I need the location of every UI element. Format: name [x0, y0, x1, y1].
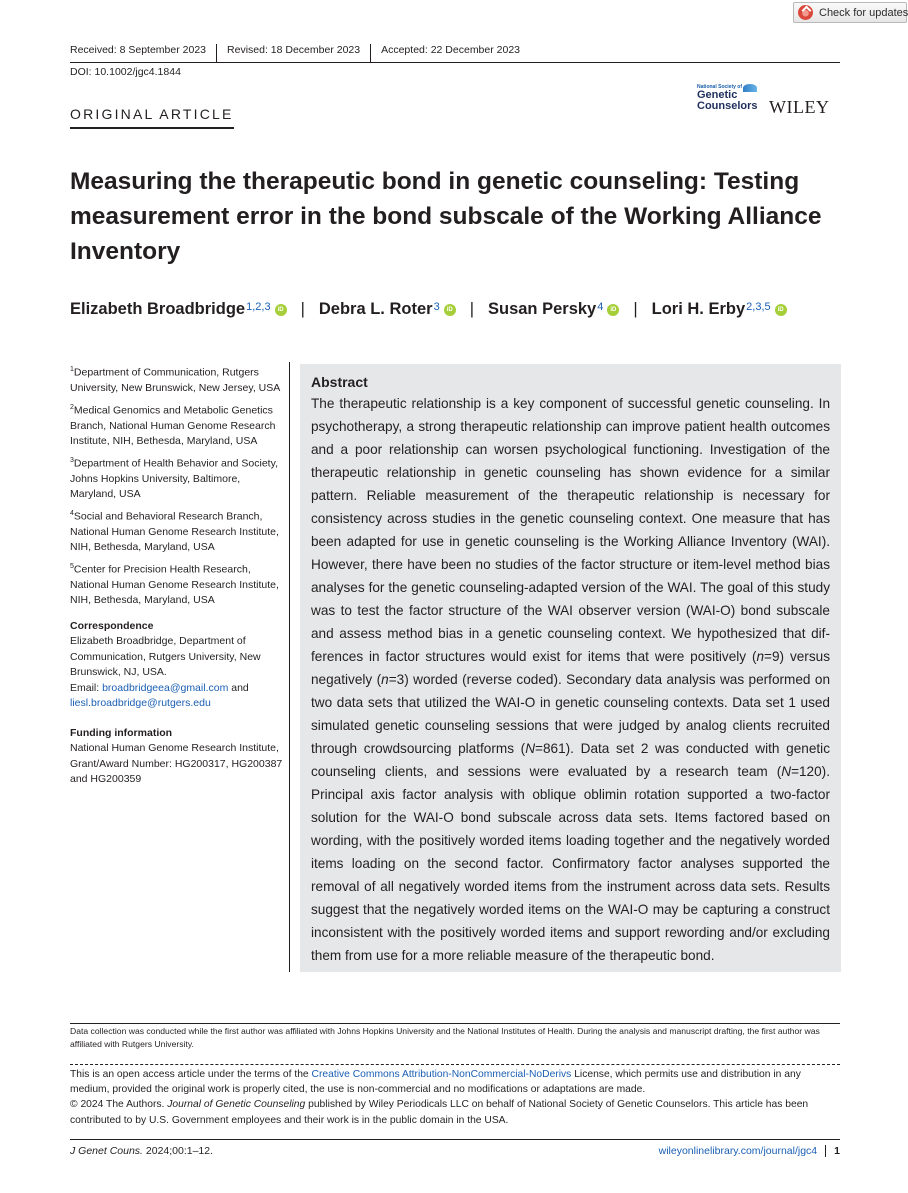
sidebar — [70, 362, 285, 788]
publisher-logo — [697, 84, 840, 118]
license-text: This is an open access article under the terms of the Creative Commons Attribution-NonCommercial-NoDerivs License, which permits use and distribution in any medium, provided the original work is properly cited, the use is non-commercial and no modifications or adaptations are made. © 2024 The Authors. Journal of Genetic Counseling published by Wiley Periodicals LLC on behalf of National Society of Genetic Counselors. This article has been contributed to by U.S. Government employees and their work is in the public domain in the USA. — [70, 1064, 840, 1128]
journal-url-link[interactable]: wileyonlinelibrary.com/journal/jgc4 — [658, 1145, 818, 1157]
affiliation: $^3$Department of Health Behavior and Society, Johns Hopkins University, Baltimore, Maryland, USA — [70, 456, 278, 500]
abstract-text: The therapeutic relationship is a key component of successful genetic counseling. In psychotherapy, a strong therapeutic relationship can improve patient health outcomes and a poor relationship can worsen psychological functioning. Investigation of the therapeutic relationship in genetic counseling has shown evidence for a similar pattern. Reliable measurement of the therapeutic relationship is necessary for consistency across studies in the genetic counseling context. One measure that has been adapted for use in genetic counseling is the Working Alliance Inventory (WAI). However, there have been no studies of the factor structure or item-level method bias analyses for the genetic counseling-adapted version of the WAI. The goal of this study was to test the factor structure of the WAI observer version (WAI-O) bond subscale and assess method bias in a genetic counseling context. We hypothesized that differences in factor structures would exist for items that were positively (n=9) versus negatively (n=3) worded (reverse coded). Secondary data analysis was performed on two data sets that utilized the WAI-O in genetic counseling contexts. Data set 1 used simulated genetic counseling sessions that were judged by analog clients recruited through crowdsourcing platforms (N=861). Data set 2 was conducted with genetic counseling clients, and sessions were evaluated by a research team (N=120). Principal axis factor analysis with oblique oblimin rotation supported a two-factor solution for the WAI-O bond subscale across data sets. Items factored based on wording, with the positively worded items loading together and the negatively worded items loading on the second factor. Confirmatory factor analyses supported the removal of all negatively worded items from the instrument across data sets. Results suggest that the negatively worded items on the WAI-O may be capturing a construct inconsistent with the positively worded items and support rewording and/or excluding them from use for a more reliable measure of the therapeutic bond. — [311, 396, 831, 963]
abstract-box — [300, 364, 841, 972]
abstract-heading: Abstract — [311, 374, 368, 390]
orcid-icon[interactable]: iD — [275, 304, 287, 316]
check-for-updates-button[interactable] — [793, 2, 907, 23]
author[interactable]: Debra L. Roter $^3$ iD — [319, 300, 456, 319]
author-list: Elizabeth Broadbridge $^{1,2,3}$ iD | Debra L. Roter $^3$ iD | Susan Persky $^4$ iD | Lori H. Erby $^{2,3,5}$ iD — [70, 300, 850, 319]
funding-heading: Funding information — [70, 726, 173, 739]
affiliation: $^4$Social and Behavioral Research Branch, National Human Genome Research Institute, NIH, Bethesda, Maryland, USA — [70, 509, 279, 553]
article-type: ORIGINAL ARTICLE — [70, 106, 234, 129]
orcid-icon[interactable]: iD — [775, 304, 787, 316]
column-divider — [289, 362, 290, 972]
doi: DOI: 10.1002/jgc4.1844 — [70, 66, 181, 78]
revised-date: Revised: 18 December 2023 — [216, 44, 370, 62]
correspondence-heading: Correspondence — [70, 619, 154, 632]
orcid-icon[interactable]: iD — [444, 304, 456, 316]
affiliation: $^5$Center for Precision Health Research, National Human Genome Research Institute, NIH, Bethesda, Maryland, USA — [70, 562, 279, 606]
orcid-icon[interactable]: iD — [607, 304, 619, 316]
header-rule — [70, 62, 840, 63]
footnote: Data collection was conducted while the first author was affiliated with Johns Hopkins University and the National Institutes of Health. During the analysis and manuscript drafting, the first author was affiliated with Rutgers University. — [70, 1023, 840, 1050]
page-footer — [70, 1139, 840, 1157]
page-number: 1 — [825, 1145, 840, 1157]
ngc-logo: National Society of Genetic Counselors — [697, 84, 758, 112]
license-link[interactable]: Creative Commons Attribution-NonCommercial-NoDerivs — [311, 1069, 572, 1080]
accepted-date: Accepted: 22 December 2023 — [370, 44, 530, 62]
email-link[interactable]: liesl.broadbridge@rutgers.edu — [70, 697, 211, 709]
history-dates — [70, 44, 530, 62]
correspondence-text: Elizabeth Broadbridge, Department of Communication, Rutgers University, New Brunswick, NJ, USA. Email: broadbridgeea@gmail.com and liesl.broadbridge@rutgers.edu — [70, 635, 261, 709]
affiliation: $^2$Medical Genomics and Metabolic Genetics Branch, National Human Genome Research Institute, NIH, Bethesda, Maryland, USA — [70, 403, 276, 447]
crossmark-icon — [798, 5, 813, 20]
funding-text: National Human Genome Research Institute, Grant/Award Number: HG200317, HG200387 and HG200359 — [70, 742, 283, 785]
wiley-logo: WILEY — [769, 97, 830, 117]
check-for-updates-label: Check for updates — [819, 6, 908, 19]
affiliation: $^1$Department of Communication, Rutgers University, New Brunswick, New Jersey, USA — [70, 366, 281, 394]
citation: J Genet Couns. 2024;00:1–12. — [70, 1145, 214, 1157]
received-date: Received: 8 September 2023 — [70, 44, 207, 56]
article-title: Measuring the therapeutic bond in genetic counseling: Testing measurement error in the bond subscale of the Working Alliance Inventory — [70, 168, 822, 265]
author[interactable]: Susan Persky $^4$ iD — [488, 300, 619, 319]
email-link[interactable]: broadbridgeea@gmail.com — [102, 681, 229, 694]
author[interactable]: Lori H. Erby $^{2,3,5}$ iD — [652, 300, 787, 319]
ngc-logo-icon — [743, 84, 757, 92]
author[interactable]: Elizabeth Broadbridge $^{1,2,3}$ iD — [70, 300, 287, 319]
